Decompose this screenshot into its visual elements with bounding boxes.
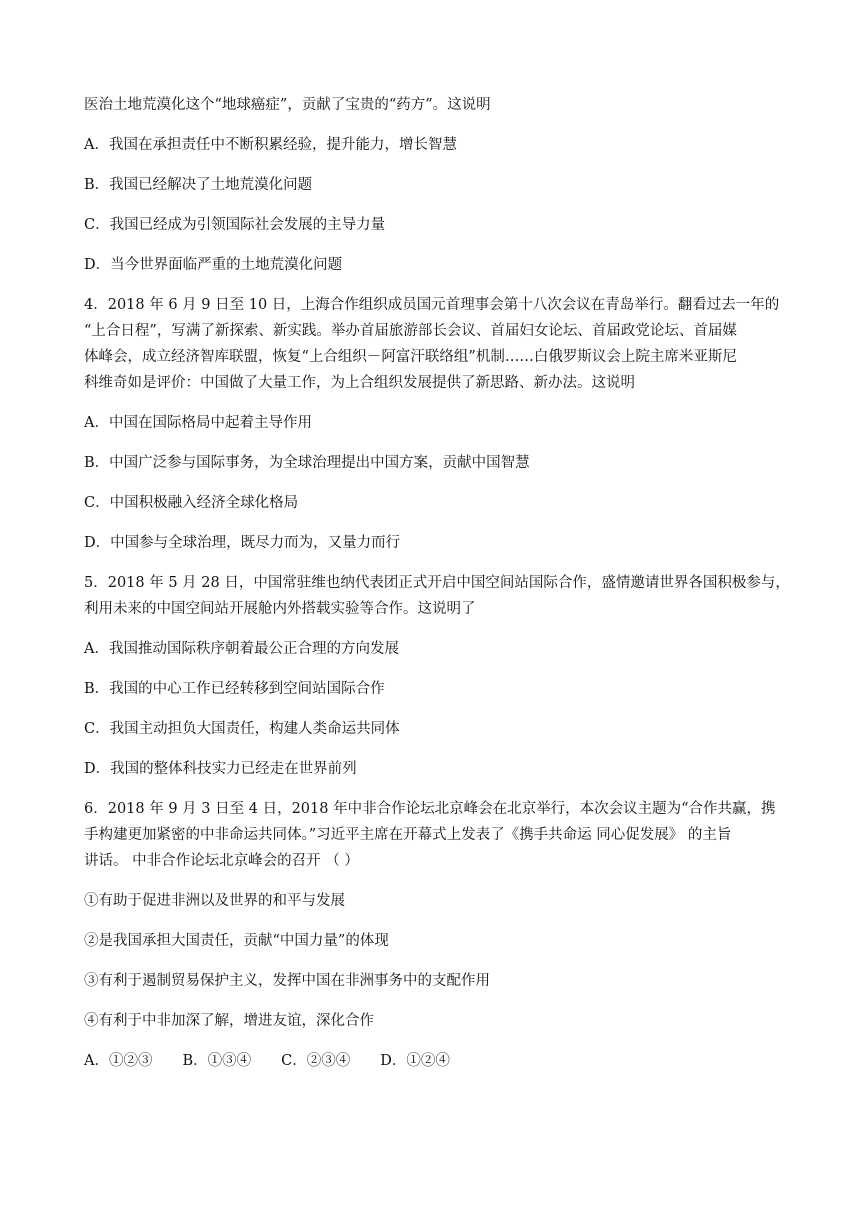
q3-option-c: C．我国已经成为引领国际社会发展的主导力量 [84,217,386,233]
q5-option-a: A．我国推动国际秩序朝着最公正合理的方向发展 [84,641,399,657]
q4-stem-line: “上合日程”，写满了新探索、新实践。举办首届旅游部长会议、首届妇女论坛、首届政党论坛、首届媒 [84,323,737,339]
q5-option-c: C．我国主动担负大国责任，构建人类命运共同体 [84,721,400,737]
q4-option-d: D．中国参与全球治理，既尽力而为，又量力而行 [84,535,401,551]
q3-option-a: A．我国在承担责任中不断积累经验，提升能力，增长智慧 [84,137,457,153]
q6-choice-c: C．②③④ [281,1053,351,1069]
q3-stem-tail: 医治土地荒漠化这个“地球癌症”，贡献了宝贵的“药方”。这说明 [84,97,491,113]
q6-statement-3: ③有利于遏制贸易保护主义，发挥中国在非洲事务中的支配作用 [84,973,490,989]
q6-choices [84,1048,784,1074]
q4-stem-line: 4．2018 年 6 月 9 日至 10 日，上海合作组织成员国元首理事会第十八次会议在青岛举行。翻看过去一年的 [84,297,780,313]
q3-option-b: B．我国已经解决了土地荒漠化问题 [84,177,313,193]
q6-stem-line: 讲话。 中非合作论坛北京峰会的召开 （ ） [84,853,359,869]
q6-statement-2: ②是我国承担大国责任，贡献“中国力量”的体现 [84,933,389,949]
q4-option-c: C．中国积极融入经济全球化格局 [84,495,299,511]
q6-choice-d: D．①②④ [380,1053,450,1069]
q4-stem-line: 科维奇如是评价：中国做了大量工作，为上合组织发展提供了新思路、新办法。这说明 [84,375,635,391]
q5-stem-line: 5．2018 年 5 月 28 日，中国常驻维也纳代表团正式开启中国空间站国际合作，盛情邀请世界各国积极参与， [84,575,790,591]
q6-stem-line: 手构建更加紧密的中非命运共同体。”习近平主席在开幕式上发表了《携手共命运 同心促发展》 的主旨 [84,827,732,843]
q5-option-b: B．我国的中心工作已经转移到空间站国际合作 [84,681,385,697]
q5-option-d: D．我国的整体科技实力已经走在世界前列 [84,761,357,777]
q6-choice-a: A．①②③ [84,1053,153,1069]
q5-stem-line: 利用未来的中国空间站开展舱内外搭载实验等合作。这说明了 [84,601,476,617]
q6-choice-b: B．①③④ [182,1053,252,1069]
exam-page [84,92,790,1074]
q4-option-b: B．中国广泛参与国际事务，为全球治理提出中国方案，贡献中国智慧 [84,455,530,471]
q3-option-d: D．当今世界面临严重的土地荒漠化问题 [84,257,343,273]
q6-stem-line: 6．2018 年 9 月 3 日至 4 日，2018 年中非合作论坛北京峰会在北京举行，本次会议主题为“合作共赢，携 [84,801,776,817]
q6-statement-4: ④有利于中非加深了解，增进友谊，深化合作 [84,1013,374,1029]
q4-option-a: A．中国在国际格局中起着主导作用 [84,415,312,431]
q6-statement-1: ①有助于促进非洲以及世界的和平与发展 [84,893,345,909]
q4-stem-line: 体峰会，成立经济智库联盟，恢复“上合组织－阿富汗联络组”机制……白俄罗斯议会上院主席米亚斯尼 [84,349,737,365]
